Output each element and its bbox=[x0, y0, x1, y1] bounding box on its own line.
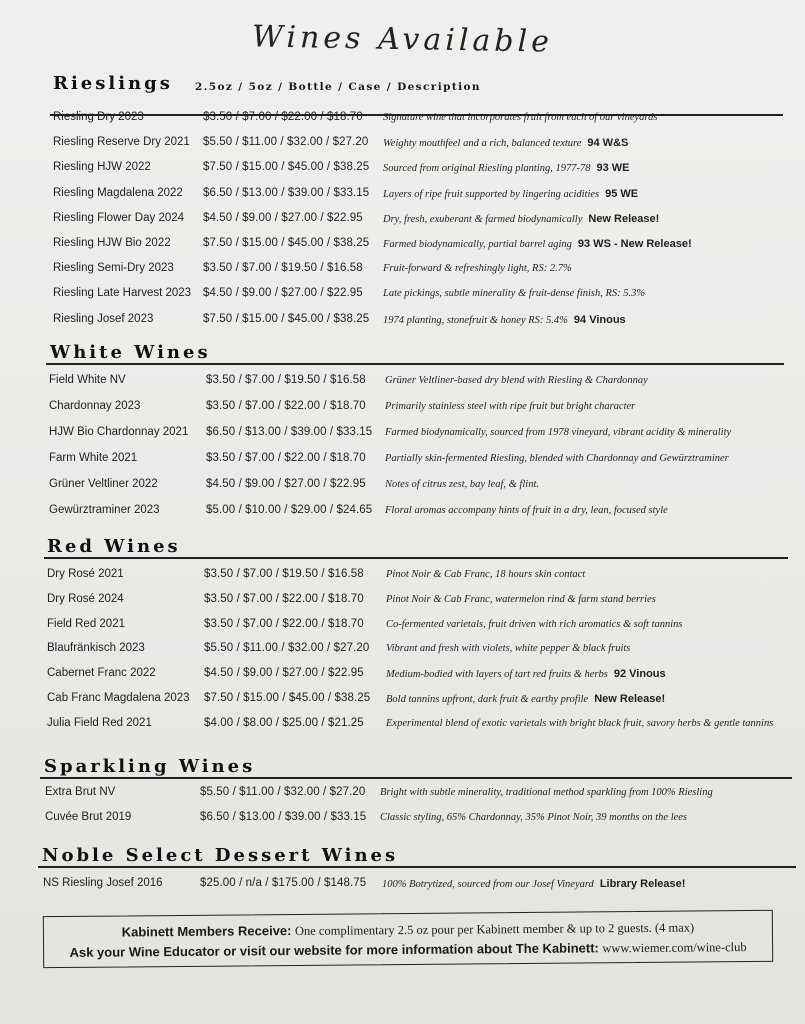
footer-line1-bold: Kabinett Members Receive: bbox=[121, 923, 292, 940]
wine-description-text: Farmed biodynamically, partial barrel aging bbox=[383, 238, 572, 250]
wine-prices: $4.00 / $8.00 / $25.00 / $21.25 bbox=[204, 716, 364, 729]
wine-name: Riesling HJW Bio 2022 bbox=[53, 236, 171, 249]
wine-row bbox=[0, 872, 805, 897]
wine-prices: $3.50 / $7.00 / $19.50 / $16.58 bbox=[203, 262, 363, 275]
wine-prices: $5.50 / $11.00 / $32.00 / $27.20 bbox=[204, 642, 370, 655]
wine-note: 93 WE bbox=[596, 162, 630, 175]
kabinett-info-box bbox=[43, 910, 773, 968]
wine-name: Riesling HJW 2022 bbox=[53, 161, 151, 174]
wine-row bbox=[0, 257, 805, 282]
wine-name: Riesling Flower Day 2024 bbox=[53, 211, 185, 224]
wine-prices: $25.00 / n/a / $175.00 / $148.75 bbox=[200, 877, 367, 889]
page-title: Wines Available bbox=[251, 19, 554, 60]
section-rule bbox=[40, 777, 792, 779]
wine-row bbox=[0, 421, 805, 447]
wine-prices: $3.50 / $7.00 / $22.00 / $18.70 bbox=[204, 592, 364, 605]
section-rieslings bbox=[0, 72, 805, 333]
wine-description bbox=[386, 594, 656, 605]
section-title: White Wines bbox=[50, 342, 211, 363]
wine-row bbox=[0, 806, 805, 831]
section-header bbox=[0, 341, 805, 365]
wine-row bbox=[0, 308, 805, 333]
wine-name: Chardonnay 2023 bbox=[49, 400, 141, 412]
wine-prices: $3.50 / $7.00 / $22.00 / $18.70 bbox=[206, 400, 366, 412]
wine-description bbox=[380, 787, 713, 798]
wine-description bbox=[386, 668, 666, 680]
wine-description-text: Bright with subtle minerality, traditional method sparkling from 100% Riesling bbox=[380, 787, 713, 798]
wine-name: Farm White 2021 bbox=[49, 452, 138, 464]
wine-description-text: Grüner Veltliner-based dry blend with Riesling & Chardonnay bbox=[385, 375, 648, 386]
section-title: Sparkling Wines bbox=[44, 756, 256, 777]
wine-description bbox=[383, 137, 628, 149]
wine-description bbox=[386, 643, 630, 654]
wine-description-text: Bold tannins upfront, dark fruit & earthy profile bbox=[386, 693, 589, 705]
wine-description-text: Medium-bodied with layers of tart red fruits & herbs bbox=[386, 669, 608, 681]
wine-name: Gewürztraminer 2023 bbox=[49, 504, 160, 516]
wine-description-text: Pinot Noir & Cab Franc, 18 hours skin contact bbox=[386, 569, 586, 580]
wine-row bbox=[0, 613, 805, 638]
wine-description bbox=[383, 162, 629, 174]
section-sparkling-wines bbox=[0, 755, 805, 831]
wine-name: Riesling Magdalena 2022 bbox=[53, 186, 183, 199]
wine-row bbox=[0, 182, 805, 207]
wine-name: Riesling Late Harvest 2023 bbox=[53, 287, 192, 300]
wine-name: Dry Rosé 2024 bbox=[47, 592, 124, 605]
wine-description bbox=[386, 718, 773, 729]
wine-description bbox=[383, 112, 657, 123]
wine-prices: $7.50 / $15.00 / $45.00 / $38.25 bbox=[203, 236, 370, 249]
wine-description-text: Fruit-forward & refreshingly light, RS: 2.7% bbox=[383, 263, 572, 275]
wine-name: Riesling Josef 2023 bbox=[53, 312, 154, 325]
wine-description-text: Floral aromas accompany hints of fruit in a dry, lean, focused style bbox=[385, 505, 668, 516]
wine-description-text: Notes of citrus zest, bay leaf, & flint. bbox=[385, 479, 539, 490]
wine-description bbox=[385, 427, 731, 438]
section-rule bbox=[38, 866, 796, 868]
wine-description bbox=[383, 288, 645, 299]
wine-name: Field White NV bbox=[49, 374, 126, 386]
wine-name: Cabernet Franc 2022 bbox=[47, 667, 156, 680]
wine-name: Blaufränkisch 2023 bbox=[47, 642, 145, 655]
wine-name: Cab Franc Magdalena 2023 bbox=[47, 691, 190, 704]
wine-prices: $7.50 / $15.00 / $45.00 / $38.25 bbox=[204, 691, 371, 704]
wine-note: 94 Vinous bbox=[573, 313, 626, 326]
wine-name: Riesling Semi-Dry 2023 bbox=[53, 262, 174, 275]
wine-note: New Release! bbox=[594, 692, 666, 705]
wine-description-text: 1974 planting, stonefruit & honey RS: 5.4% bbox=[383, 314, 568, 326]
wine-prices: $4.50 / $9.00 / $27.00 / $22.95 bbox=[206, 478, 366, 490]
wine-row bbox=[0, 588, 805, 613]
wine-row bbox=[0, 563, 805, 588]
club-url-link[interactable]: www.wiemer.com/wine-club bbox=[602, 940, 747, 956]
wine-description bbox=[385, 401, 635, 412]
wine-note: 94 W&S bbox=[587, 137, 629, 150]
wine-description bbox=[382, 878, 685, 890]
wine-description bbox=[383, 314, 626, 326]
wine-description bbox=[385, 375, 648, 386]
wine-description-text: Pinot Noir & Cab Franc, watermelon rind & farm stand berries bbox=[386, 593, 656, 605]
wine-row bbox=[0, 662, 805, 687]
wine-description bbox=[386, 569, 585, 580]
wine-description-text: Signature wine that incorporates fruit from each of our vineyards bbox=[383, 112, 658, 123]
section-dessert-wines bbox=[0, 844, 805, 897]
wine-row bbox=[0, 447, 805, 473]
wine-note: 95 WE bbox=[605, 187, 639, 200]
wine-prices: $4.50 / $9.00 / $27.00 / $22.95 bbox=[203, 211, 363, 224]
wine-description-text: Sourced from original Riesling planting, 1977-78 bbox=[383, 163, 591, 175]
footer-line2-bold: Ask your Wine Educator or visit our website for more information about The Kabinett: bbox=[69, 940, 599, 960]
wine-prices: $6.50 / $13.00 / $39.00 / $33.15 bbox=[203, 186, 370, 199]
wine-description-text: Vibrant and fresh with violets, white pepper & black fruits bbox=[386, 643, 631, 655]
section-rule bbox=[46, 363, 784, 365]
wine-row bbox=[0, 781, 805, 806]
wine-prices: $6.50 / $13.00 / $39.00 / $33.15 bbox=[206, 426, 373, 438]
wine-prices: $7.50 / $15.00 / $45.00 / $38.25 bbox=[203, 312, 370, 325]
wine-row bbox=[0, 395, 805, 421]
wine-prices: $6.50 / $13.00 / $39.00 / $33.15 bbox=[200, 811, 367, 823]
section-header bbox=[0, 72, 805, 96]
wine-description bbox=[380, 812, 687, 823]
wine-row bbox=[0, 282, 805, 307]
wine-row bbox=[0, 712, 805, 737]
section-header bbox=[0, 844, 805, 868]
wine-name: Riesling Dry 2023 bbox=[53, 111, 144, 123]
wine-description-text: Primarily stainless steel with ripe fruit but bright character bbox=[385, 401, 636, 412]
wine-prices: $5.50 / $11.00 / $32.00 / $27.20 bbox=[200, 786, 366, 798]
wine-description bbox=[383, 188, 638, 200]
section-white-wines bbox=[0, 341, 805, 525]
wine-description-text: Co-fermented varietals, fruit driven with rich aromatics & soft tannins bbox=[386, 618, 683, 630]
wine-name: Grüner Veltliner 2022 bbox=[49, 478, 158, 490]
wine-prices: $3.50 / $7.00 / $22.00 / $18.70 bbox=[203, 111, 363, 123]
wine-row bbox=[0, 637, 805, 662]
wine-description bbox=[386, 693, 665, 705]
wine-name: Dry Rosé 2021 bbox=[47, 568, 124, 580]
wine-note: Library Release! bbox=[599, 878, 686, 890]
section-title: Rieslings bbox=[53, 73, 173, 94]
wine-name: Riesling Reserve Dry 2021 bbox=[53, 136, 190, 149]
wine-prices: $3.50 / $7.00 / $22.00 / $18.70 bbox=[204, 617, 364, 630]
wine-prices: $4.50 / $9.00 / $27.00 / $22.95 bbox=[203, 287, 363, 300]
section-header bbox=[0, 535, 805, 559]
wine-description-text: Experimental blend of exotic varietals with bright black fruit, savory herbs & gentle tannins bbox=[386, 717, 774, 729]
section-header bbox=[0, 755, 805, 779]
column-headers: 2.5oz / 5oz / Bottle / Case / Description bbox=[195, 81, 481, 93]
section-rule bbox=[44, 557, 788, 559]
wine-row bbox=[0, 131, 805, 156]
wine-prices: $3.50 / $7.00 / $19.50 / $16.58 bbox=[206, 374, 366, 386]
wine-row bbox=[0, 687, 805, 712]
wine-row bbox=[0, 232, 805, 257]
wine-row bbox=[0, 369, 805, 395]
wine-row bbox=[0, 473, 805, 499]
wine-prices: $4.50 / $9.00 / $27.00 / $22.95 bbox=[204, 667, 364, 680]
section-title: Noble Select Dessert Wines bbox=[42, 845, 399, 866]
wine-description bbox=[385, 479, 539, 490]
wine-description-text: 100% Botrytized, sourced from our Josef Vineyard bbox=[382, 879, 594, 890]
wine-note: 92 Vinous bbox=[613, 668, 666, 681]
wine-description-text: Weighty mouthfeel and a rich, balanced texture bbox=[383, 138, 582, 150]
wine-name: Extra Brut NV bbox=[45, 786, 116, 798]
wine-description-text: Partially skin-fermented Riesling, blended with Chardonnay and Gewürztraminer bbox=[385, 453, 729, 464]
wine-description bbox=[386, 619, 683, 630]
wine-description-text: Dry, fresh, exuberant & farmed biodynamically bbox=[383, 213, 583, 225]
wine-note: 93 WS - New Release! bbox=[577, 237, 692, 250]
wine-name: HJW Bio Chardonnay 2021 bbox=[49, 426, 189, 438]
wine-row bbox=[0, 156, 805, 181]
wine-description-text: Classic styling, 65% Chardonnay, 35% Pinot Noir, 39 months on the lees bbox=[380, 812, 688, 823]
section-title: Red Wines bbox=[47, 536, 181, 557]
wine-name: Julia Field Red 2021 bbox=[47, 716, 152, 729]
wine-prices: $5.50 / $11.00 / $32.00 / $27.20 bbox=[203, 136, 369, 149]
wine-description bbox=[385, 505, 668, 516]
wine-description-text: Farmed biodynamically, sourced from 1978 vineyard, vibrant acidity & minerality bbox=[385, 427, 732, 438]
wine-row bbox=[0, 207, 805, 232]
wine-prices: $3.50 / $7.00 / $19.50 / $16.58 bbox=[204, 568, 364, 580]
wine-name: Field Red 2021 bbox=[47, 617, 125, 630]
wine-prices: $5.00 / $10.00 / $29.00 / $24.65 bbox=[206, 504, 373, 516]
wine-row bbox=[0, 499, 805, 525]
wine-note: New Release! bbox=[588, 212, 660, 225]
section-red-wines bbox=[0, 535, 805, 737]
wine-description-text: Late pickings, subtle minerality & fruit-dense finish, RS: 5.3% bbox=[383, 288, 646, 300]
wine-description bbox=[385, 453, 729, 464]
wine-row bbox=[0, 106, 805, 131]
wine-description bbox=[383, 238, 692, 250]
wine-prices: $7.50 / $15.00 / $45.00 / $38.25 bbox=[203, 161, 370, 174]
wine-description bbox=[383, 213, 659, 225]
wine-description-text: Layers of ripe fruit supported by lingering acidities bbox=[383, 188, 600, 200]
wine-description bbox=[383, 263, 572, 274]
wine-name: NS Riesling Josef 2016 bbox=[43, 877, 163, 889]
wine-name: Cuvée Brut 2019 bbox=[45, 811, 132, 823]
footer-line1-text: One complimentary 2.5 oz pour per Kabinett member & up to 2 guests. (4 max) bbox=[294, 920, 695, 938]
wine-prices: $3.50 / $7.00 / $22.00 / $18.70 bbox=[206, 452, 366, 464]
